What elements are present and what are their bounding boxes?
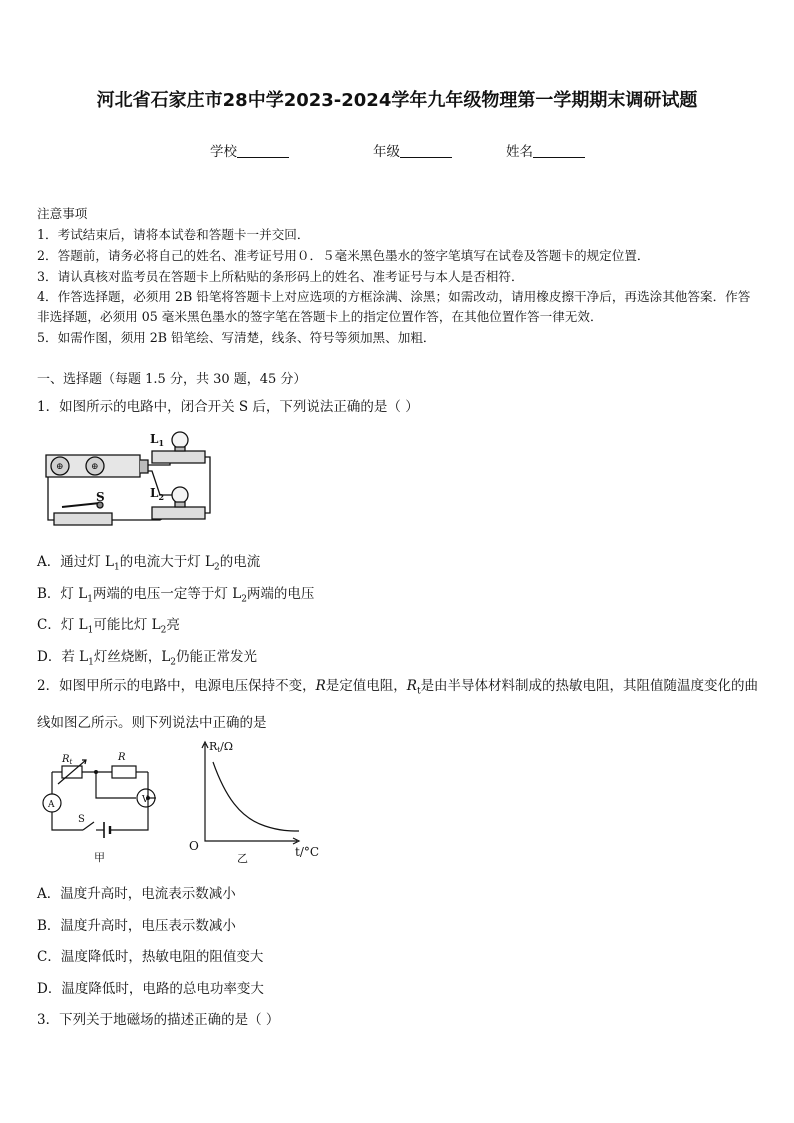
notes-section <box>37 203 759 348</box>
school-blank <box>237 145 289 158</box>
q2-option-c: C．温度降低时，热敏电阻的阻值变大 <box>37 949 264 965</box>
q1-option-b: B．灯 $L_1$两端的电压一定等于灯 $L_2$两端的电压 <box>37 586 315 605</box>
graph-ylabel-sub: t <box>217 746 221 754</box>
q2-option-b: B．温度升高时，电压表示数减小 <box>37 918 236 934</box>
q2-circuit-figure <box>38 742 158 867</box>
resistance-curve <box>213 762 299 831</box>
svg-text:Rt <box>61 754 73 766</box>
grade-field <box>373 140 452 160</box>
figure-caption-jia: 甲 <box>94 851 105 864</box>
name-blank <box>533 145 585 158</box>
lamp-2-sub: 2 <box>158 492 165 502</box>
note-item: 3．请认真核对监考员在答题卡上所粘贴的条形码上的姓名、准考证号与本人是否相符． <box>37 269 524 284</box>
svg-text:L1 <box>150 432 164 448</box>
name-label: 姓名 <box>506 144 533 160</box>
question-1-stem: 1．如图所示的电路中，闭合开关 S 后，下列说法正确的是（ ） <box>37 399 419 415</box>
note-item: 1．考试结束后，请将本试卷和答题卡一并交回． <box>37 227 310 242</box>
svg-text:L2 <box>150 486 164 502</box>
q1-option-c: C．灯 $L_1$可能比灯 $L_2$亮 <box>37 617 180 636</box>
notes-heading: 注意事项 <box>37 206 88 221</box>
lamp-1-label: L <box>150 432 159 446</box>
question-3-stem: 3．下列关于地磁场的描述正确的是（ ） <box>37 1012 280 1028</box>
note-item: 2．答题前，请务必将自己的姓名、准考证号用０．５毫米黑色墨水的签字笔填写在试卷及答题卡的规定位置． <box>37 248 650 263</box>
graph-ylabel: R <box>209 740 218 753</box>
lamp-1-sub: 1 <box>158 438 165 448</box>
graph-origin: O <box>189 839 199 853</box>
q1-circuit-figure <box>40 425 215 535</box>
q1-option-d: D．若 $L_1$灯丝烧断，$L_2$仍能正常发光 <box>37 649 258 668</box>
school-field <box>210 140 289 160</box>
exam-title: 河北省石家庄市28中学2023-2024学年九年级物理第一学期期末调研试题 <box>96 90 698 111</box>
r-label: R <box>118 752 126 763</box>
graph-ylabel-unit: /Ω <box>220 740 233 753</box>
grade-label: 年级 <box>373 144 400 160</box>
graph-xlabel: t/°C <box>295 845 320 859</box>
ammeter-label: A <box>48 800 55 810</box>
note-item: 4．作答选择题，必须用 2B 铅笔将答题卡上对应选项的方框涂满、涂黑；如需改动，请用橡皮擦干净后，再选涂其他答案．作答非选择题，必须用 05 毫米黑色墨水的签字笔在答题卡上的指定位置作答，在其他位置作答一律无效． <box>37 289 751 324</box>
q2-option-a: A．温度升高时，电流表示数减小 <box>37 886 236 902</box>
note-item: 5．如需作图，须用 2B 铅笔绘、写清楚，线条、符号等须加黑、加粗． <box>37 330 436 345</box>
svg-text:⊕: ⊕ <box>56 462 64 472</box>
rt-label: R <box>62 754 70 765</box>
svg-text:Rt/Ω <box>209 740 233 754</box>
section-heading: 一、选择题（每题 1.5 分，共 30 题，45 分） <box>37 372 307 387</box>
switch-label: S <box>96 490 105 504</box>
figure-caption-yi: 乙 <box>237 852 248 865</box>
lamp-2-label: L <box>150 486 159 500</box>
voltmeter-label: V <box>142 795 149 805</box>
grade-blank <box>400 145 452 158</box>
rt-sub: t <box>69 758 73 766</box>
q2-graph-figure <box>185 736 325 866</box>
name-field <box>506 140 585 160</box>
school-label: 学校 <box>210 144 237 160</box>
q2-option-d: D．温度降低时，电路的总电功率变大 <box>37 981 264 997</box>
switch-s-label: S <box>78 814 85 825</box>
svg-text:⊕: ⊕ <box>91 462 99 472</box>
question-2-stem: 2．如图甲所示的电路中，电源电压保持不变，R是定值电阻，$R_t$是由半导体材料制成的热敏电阻，其阻值随温度变化的曲线如图乙所示。则下列说法中正确的是 <box>37 678 759 731</box>
q1-option-a: A．通过灯 $L_1$的电流大于灯 $L_2$的电流 <box>37 554 261 573</box>
